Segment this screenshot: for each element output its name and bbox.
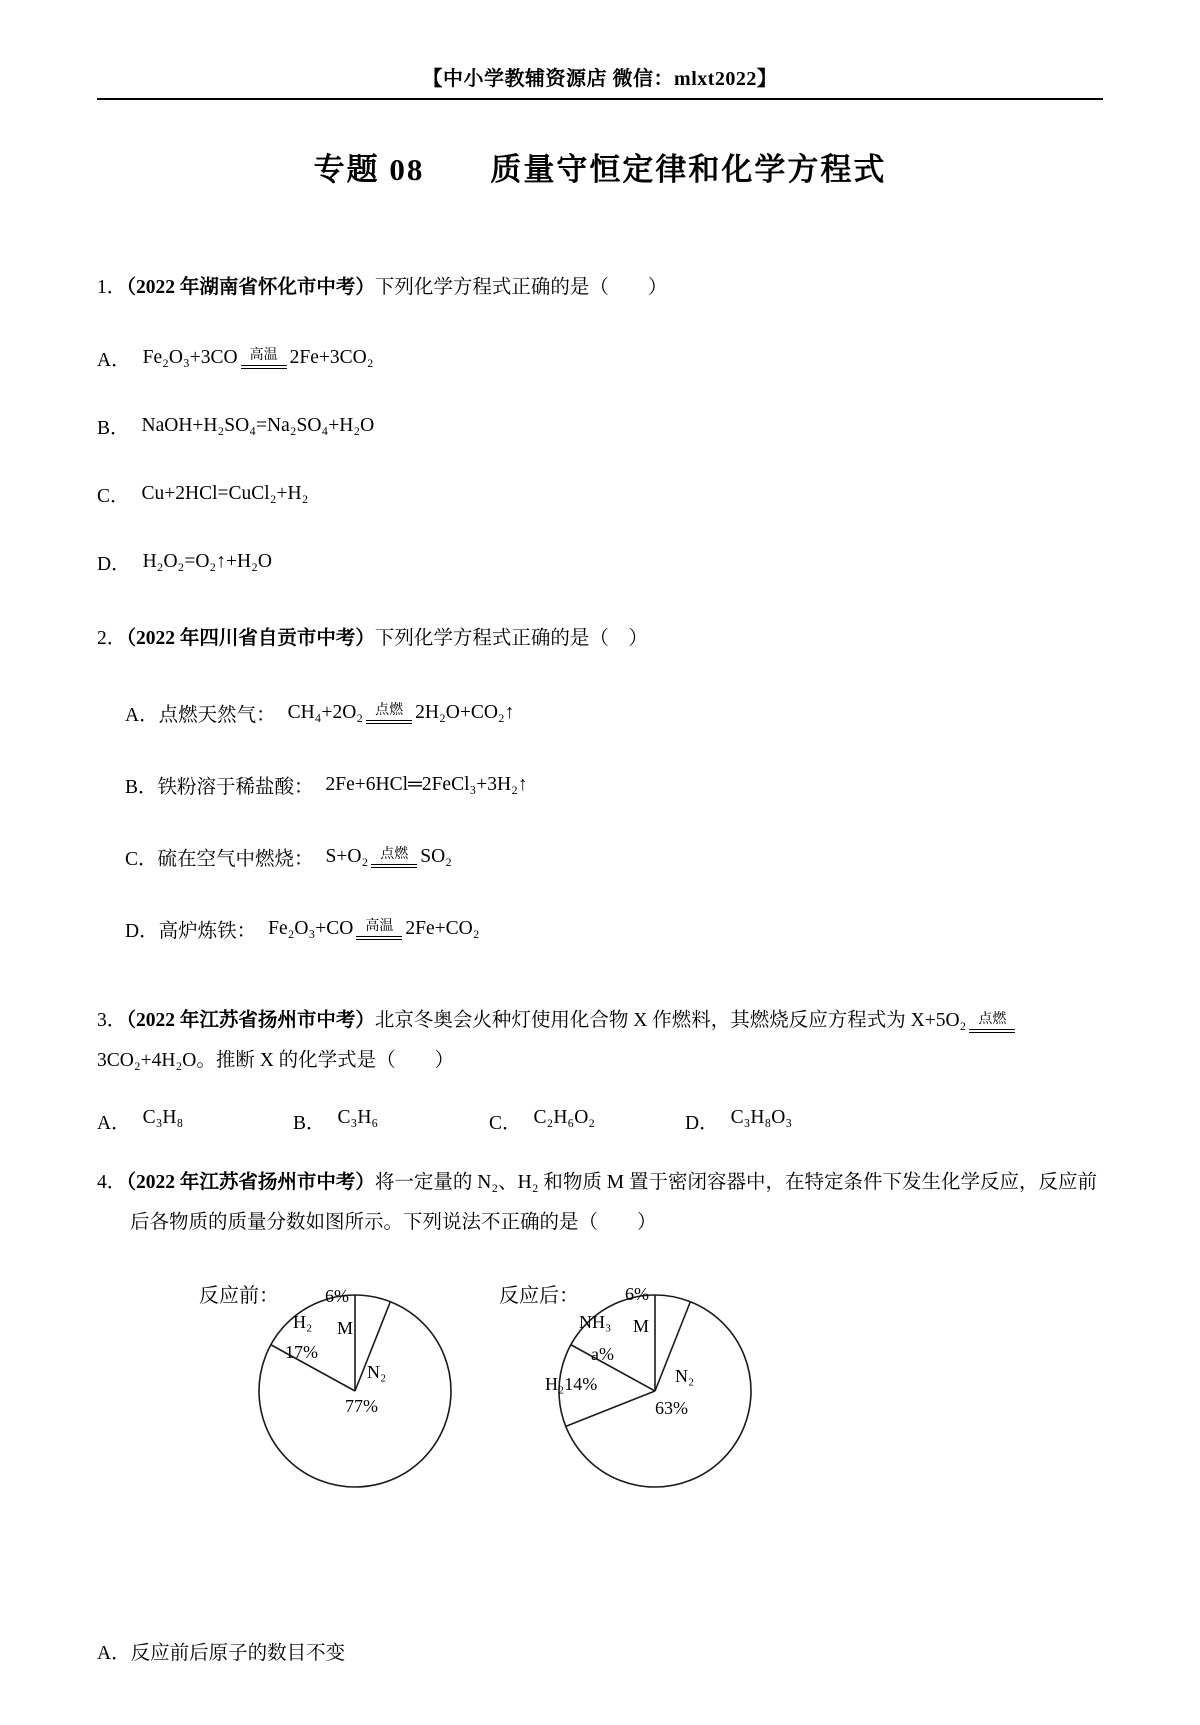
question-4-text: 将一定量的 N₂、H₂ 和物质 M 置于密闭容器中，在特定条件下发生化学反应，反应前后各物质的质量分数如图所示。下列说法不正确的是（ ）	[130, 1172, 1098, 1234]
question-3-source: （2022 年江苏省扬州市中考）	[126, 1010, 375, 1032]
condition-label: 点燃	[380, 847, 409, 863]
reaction-condition	[969, 1013, 1015, 1033]
q3-option-b	[293, 1107, 489, 1135]
question-2-stem	[97, 622, 1103, 655]
pie-before-label-H2: H₂	[293, 1312, 313, 1333]
condition-label: 点燃	[375, 703, 404, 719]
option-text: C₂H₆O₂	[533, 1107, 596, 1129]
doc-header	[97, 62, 1103, 100]
page-title: 专题 08 质量守恒定律和化学方程式	[313, 152, 887, 187]
pie-before-title: 反应前：	[199, 1285, 279, 1308]
double-equals-line	[371, 864, 417, 868]
pie-after-title: 反应后：	[499, 1285, 579, 1308]
equation-lhs: S+O₂	[325, 846, 369, 868]
q3-option-c	[489, 1107, 685, 1135]
question-2-source: （2022 年四川省自贡市中考）	[126, 628, 375, 650]
question-2-text: 下列化学方程式正确的是（ ）	[374, 628, 648, 650]
option-label: B．	[97, 418, 130, 440]
double-equals-line	[241, 365, 287, 369]
equation-lhs: CH₄+2O₂	[287, 702, 364, 724]
pie-after-label-NH3: NH₃	[579, 1312, 612, 1333]
pie-before-value-N2: 77%	[345, 1396, 378, 1417]
equation-rhs: SO₂	[420, 846, 452, 868]
option-label: D．	[685, 1113, 719, 1135]
pie-after-value-NH3: a%	[591, 1344, 614, 1365]
q2-option-a	[125, 699, 1103, 727]
question-4	[97, 1163, 1103, 1665]
question-1-number: 1．	[97, 277, 127, 298]
equation-rhs: 2Fe+CO₂	[405, 918, 480, 940]
condition-label: 点燃	[978, 1011, 1007, 1027]
option-label: C．	[489, 1113, 522, 1135]
option-label: C．硫在空气中燃烧：	[125, 849, 314, 871]
reaction-condition	[241, 349, 287, 369]
equation: 2Fe+6HCl═2FeCl₃+3H₂↑	[325, 774, 528, 796]
reaction-condition	[366, 704, 412, 724]
question-3-number: 3．	[97, 1010, 127, 1032]
store-watermark: 【中小学教辅资源店 微信：mlxt2022】	[422, 68, 778, 90]
q4-option-a: A．反应前后原子的数目不变	[97, 1643, 346, 1665]
option-label: D．高炉炼铁：	[125, 921, 257, 943]
option-label: D．	[97, 554, 131, 576]
double-equals-line	[969, 1029, 1015, 1033]
option-label: A．点燃天然气：	[125, 705, 276, 727]
option-label: A．	[97, 1113, 131, 1135]
option-label: C．	[97, 486, 130, 508]
question-3-text-before: 北京冬奥会火种灯使用化合物 X 作燃料，其燃烧反应方程式为 X+5O₂	[374, 1010, 967, 1032]
equation: NaOH+H₂SO₄=Na₂SO₄+H₂O	[141, 415, 375, 437]
q3-options-row	[97, 1107, 1103, 1135]
pie-after-label-M: M	[633, 1316, 650, 1337]
equation: H₂O₂=O₂↑+H₂O	[142, 551, 272, 573]
pie-after-h2-value: 14%	[564, 1374, 598, 1395]
question-2-number: 2．	[97, 628, 127, 650]
q2-option-c	[125, 843, 1103, 871]
question-1-source: （2022 年湖南省怀化市中考）	[126, 277, 375, 298]
q2-option-d	[125, 915, 1103, 943]
pie-after-value-M: 6%	[625, 1284, 649, 1305]
q3-option-d	[685, 1107, 792, 1135]
equation: Cu+2HCl=CuCl₂+H₂	[141, 483, 309, 505]
equation-rhs: 2Fe+3CO₂	[289, 347, 374, 369]
q1-option-c	[97, 480, 1103, 508]
q3-option-a	[97, 1107, 293, 1135]
q1-option-d	[97, 548, 1103, 576]
pie-before-value-H2: 17%	[285, 1342, 318, 1363]
pie-after-label-H2	[545, 1375, 597, 1395]
pie-before-value-M: 6%	[325, 1286, 349, 1307]
reaction-condition	[356, 920, 402, 940]
question-4-source: （2022 年江苏省扬州市中考）	[126, 1172, 375, 1194]
q2-option-b	[125, 771, 1103, 799]
reaction-condition	[371, 848, 417, 868]
q1-option-b	[97, 412, 1103, 440]
option-label: A．	[97, 350, 131, 372]
option-text: C₃H₆	[337, 1107, 379, 1129]
equation-lhs: Fe₂O₃+3CO	[142, 347, 238, 369]
condition-label: 高温	[249, 348, 278, 364]
question-1	[97, 271, 1103, 576]
header-divider	[97, 98, 1103, 100]
mass-fraction-pie-charts	[197, 1277, 1103, 1529]
question-4-stem	[97, 1163, 1103, 1243]
pie-before-label-M: M	[337, 1318, 354, 1339]
q1-option-a	[97, 344, 1103, 372]
pie-before-label-N2: N₂	[367, 1362, 387, 1383]
question-3-stem	[97, 1001, 1103, 1081]
option-label: B．	[293, 1113, 326, 1135]
pie-after-h2-symbol: H₂	[545, 1374, 565, 1395]
option-text: C₃H₈O₃	[730, 1107, 793, 1129]
pie-after-label-N2: N₂	[675, 1366, 695, 1387]
question-1-text: 下列化学方程式正确的是（ ）	[374, 277, 668, 298]
equation-lhs: Fe₂O₃+CO	[268, 918, 354, 940]
question-2	[97, 622, 1103, 943]
equation-rhs: 2H₂O+CO₂↑	[415, 702, 515, 724]
pie-chart-after-reaction	[497, 1277, 769, 1529]
pie-before-graphic	[255, 1291, 455, 1491]
question-3-text-after: 3CO₂+4H₂O。推断 X 的化学式是（ ）	[97, 1050, 455, 1072]
pie-chart-before-reaction	[197, 1277, 469, 1529]
pie-after-value-N2: 63%	[655, 1398, 688, 1419]
option-label: B．铁粉溶于稀盐酸：	[125, 777, 314, 799]
condition-label: 高温	[365, 919, 394, 935]
option-text: C₃H₈	[142, 1107, 184, 1129]
double-equals-line	[356, 936, 402, 940]
question-1-stem	[97, 271, 1103, 304]
question-3	[97, 1001, 1103, 1135]
double-equals-line	[366, 720, 412, 724]
question-4-number: 4．	[97, 1172, 127, 1194]
